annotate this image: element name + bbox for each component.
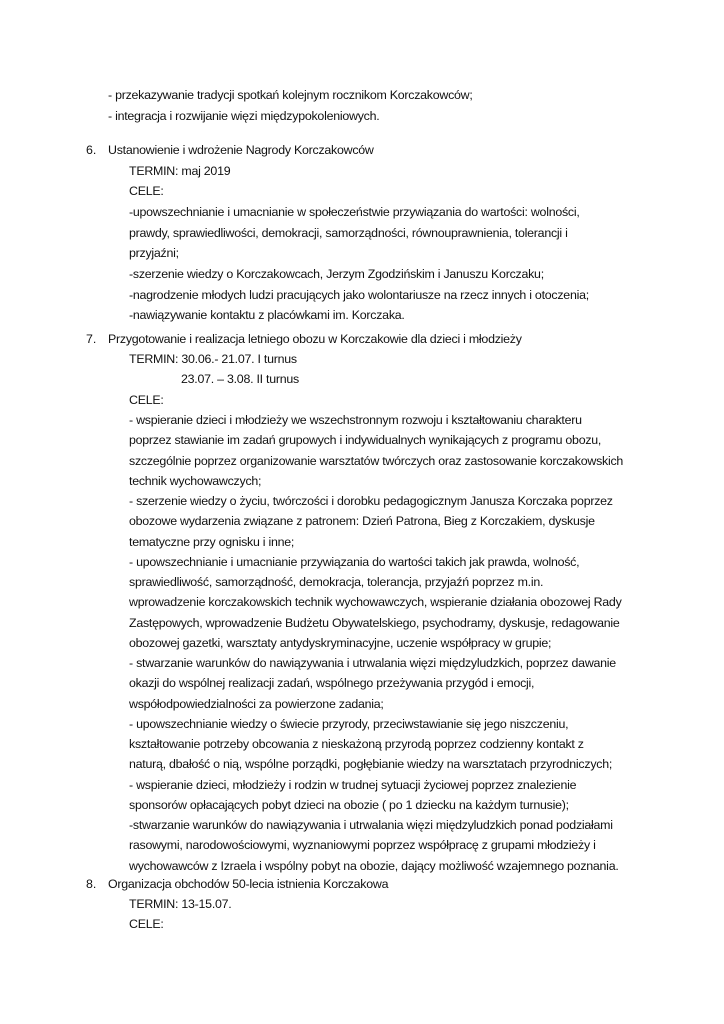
section-line: -stwarzanie warunków do nawiązywania i utrwalania więzi międzyludzkich ponad podziałami [129, 818, 613, 832]
section-number: 8. [86, 877, 97, 891]
section-title: Organizacja obchodów 50-lecia istnienia Korczakowa [108, 877, 389, 891]
intro-bullet: - przekazywanie tradycji spotkań kolejnym rocznikom Korczakowców; [108, 88, 473, 102]
section-termin: TERMIN: 13-15.07. [129, 897, 232, 911]
section-termin: TERMIN: 30.06.- 21.07. I turnus [129, 352, 297, 366]
section-line: technik wychowawczych; [129, 473, 262, 488]
section-termin: TERMIN: maj 2019 [129, 164, 231, 178]
section-line: kształtowanie potrzeby obcowania z nieskażoną przyrodą poprzez codzienny kontakt z [129, 737, 584, 751]
section-line: - upowszechnianie i umacnianie przywiązania do wartości takich jak prawda, wolność, [129, 554, 580, 569]
section-line: szczególnie poprzez organizowanie warsztatów twórczych oraz zastosowanie korczakowskich [129, 453, 624, 468]
section-line: sprawiedliwość, samorządność, demokracja, tolerancja, przyjaźń poprzez m.in. [129, 575, 544, 589]
section-line: tematyczne przy ognisku i inne; [129, 534, 295, 549]
section-line: obozowej gazetki, warsztaty antydyskryminacyjne, uczenie współpracy w grupie; [129, 635, 552, 650]
section-line: prawdy, sprawiedliwości, demokracji, samorządności, równouprawnienia, tolerancji i [129, 226, 568, 240]
section-line: - stwarzanie warunków do nawiązywania i utrwalania więzi międzyludzkich, poprzez dawanie [129, 656, 616, 670]
section-line: współodpowiedzialności za powierzone zadania; [129, 696, 384, 711]
section-line: naturą, dbałość o nią, wspólne porządki, pogłębianie wiedzy na warsztatach przyrodniczych; [129, 757, 613, 772]
section-line: wprowadzenie korczakowskich technik wychowawczych, wspieranie działania obozowej Rady [129, 595, 622, 610]
section-line: Zastępowych, wprowadzenie Budżetu Obywatelskiego, psychodramy, dyskusje, redagowanie [129, 615, 620, 630]
section-cele-label: CELE: [129, 917, 164, 931]
section-title: Przygotowanie i realizacja letniego obozu w Korczakowie dla dzieci i młodzieży [108, 332, 522, 346]
intro-bullet: - integracja i rozwijanie więzi międzypokoleniowych. [108, 109, 380, 123]
section-line: wychowawców z Izraela i wspólny pobyt na obozie, dający możliwość wzajemnego poznania. [129, 858, 619, 873]
section-line: poprzez stawianie im zadań grupowych i indywidualnych wynikających z programu obozu, [129, 433, 602, 448]
section-number: 7. [86, 332, 97, 346]
section-line: -szerzenie wiedzy o Korczakowcach, Jerzym Zgodzińskim i Januszu Korczaku; [129, 267, 544, 281]
section-line: obozowe wydarzenia związane z patronem: Dzień Patrona, Bieg z Korczakiem, dyskusje [129, 514, 595, 529]
section-number: 6. [86, 143, 97, 157]
section-line: sponsorów opłacających pobyt dzieci na obozie ( po 1 dziecku na każdym turnusie); [129, 797, 569, 812]
section-line: rasowymi, narodowościowymi, wyznaniowymi poprzez współpracę z grupami młodzieży i [129, 838, 596, 853]
section-line: - wspieranie dzieci, młodzieży i rodzin w trudnej sytuacji życiowej poprzez znalezienie [129, 777, 577, 792]
section-cele-label: CELE: [129, 184, 164, 198]
section-line: -nagrodzenie młodych ludzi pracujących jako wolontariusze na rzecz innych i otoczenia; [129, 288, 589, 302]
section-line: przyjaźni; [129, 246, 179, 260]
section-line: okazji do wspólnej realizacji zadań, wspólnego przeżywania przygód i emocji, [129, 676, 535, 691]
section-title: Ustanowienie i wdrożenie Nagrody Korczakowców [108, 143, 374, 157]
section-line: - wspieranie dzieci i młodzieży we wszechstronnym rozwoju i kształtowaniu charakteru [129, 413, 582, 427]
section-line: -upowszechnianie i umacnianie w społeczeństwie przywiązania do wartości: wolności, [129, 205, 580, 219]
section-line: - szerzenie wiedzy o życiu, twórczości i dorobku pedagogicznym Janusza Korczaka poprzez [129, 494, 613, 508]
section-cele-label: CELE: [129, 393, 164, 407]
section-line: - upowszechnianie wiedzy o świecie przyrody, przeciwstawianie się jego niszczeniu, [129, 716, 569, 731]
section-line: -nawiązywanie kontaktu z placówkami im. Korczaka. [129, 308, 405, 322]
section-termin-extra: 23.07. – 3.08. II turnus [181, 372, 299, 386]
